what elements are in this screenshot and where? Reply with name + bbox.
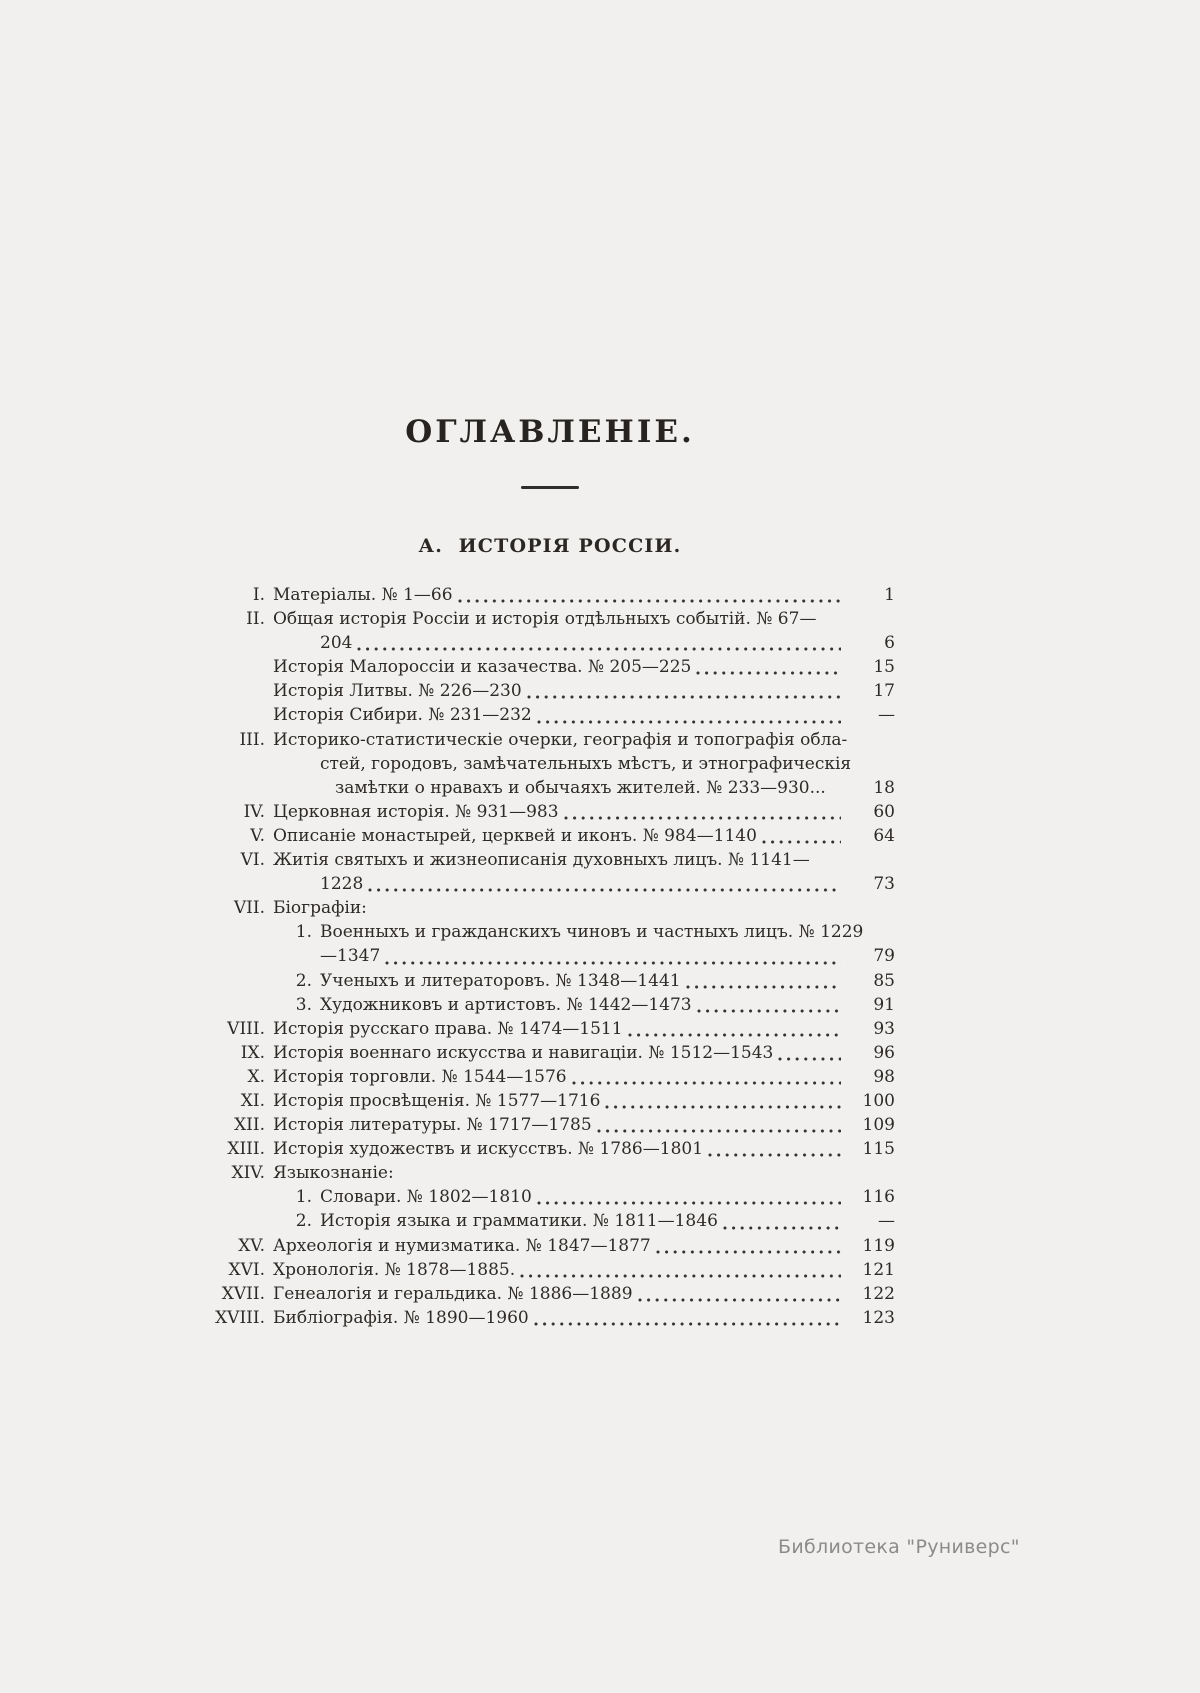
toc-row — [205, 1282, 895, 1306]
toc-row-title: Исторія военнаго искусства и навигаціи. № 1512—1543 — [273, 1042, 774, 1063]
toc-row — [205, 848, 895, 872]
toc-row-numeral: 1. — [295, 922, 312, 943]
dot-leader — [605, 1105, 841, 1109]
toc-row-numeral: V. — [250, 825, 265, 846]
toc-row — [205, 655, 895, 679]
toc-row-numeral: 2. — [295, 1211, 312, 1232]
toc-row — [205, 1041, 895, 1065]
toc-row-numeral: 2. — [295, 970, 312, 991]
toc-row-title: Историко-статистическіе очерки, географія и топографія обла- — [273, 729, 848, 750]
toc-row-page: 18 — [873, 777, 895, 798]
toc-row-page: 73 — [873, 874, 895, 895]
toc-row — [205, 920, 895, 944]
toc-row-title: Археологія и нумизматика. № 1847—1877 — [273, 1235, 651, 1256]
toc-row-numeral: II. — [246, 609, 265, 630]
toc-row-title: Исторія Сибири. № 231—232 — [273, 705, 532, 726]
toc-row — [205, 1209, 895, 1233]
dot-leader — [572, 1081, 841, 1085]
toc-row — [205, 1113, 895, 1137]
toc-row — [205, 607, 895, 631]
toc-row-page: 1 — [884, 585, 895, 605]
toc-row-page: 121 — [862, 1259, 895, 1280]
toc-row-title: Военныхъ и гражданскихъ чиновъ и частныхъ лицъ. № 1229 — [320, 922, 864, 943]
toc-row-numeral: VIII. — [227, 1018, 265, 1039]
toc-row-page: 115 — [862, 1139, 895, 1160]
dot-leader — [708, 1153, 841, 1157]
toc-row-page: 91 — [873, 994, 895, 1015]
dot-leader — [597, 1129, 841, 1133]
dot-leader — [534, 1322, 841, 1326]
page-content — [205, 0, 895, 1330]
toc-row-page: 6 — [884, 633, 895, 654]
toc-row — [205, 993, 895, 1017]
toc-row-title: Исторія просвѣщенія. № 1577—1716 — [273, 1090, 601, 1111]
toc-row-numeral: XVI. — [228, 1259, 265, 1280]
toc-row-page: 100 — [862, 1090, 895, 1111]
dot-leader — [762, 840, 841, 844]
toc-row — [205, 1234, 895, 1258]
dot-leader — [697, 1009, 841, 1013]
toc-row-numeral: XV. — [238, 1235, 265, 1256]
toc-row — [205, 896, 895, 920]
toc-row-page: 119 — [862, 1235, 895, 1256]
toc-row-title: Матеріалы. № 1—66 — [273, 585, 453, 605]
dot-leader — [723, 1226, 841, 1230]
dot-leader — [368, 888, 841, 892]
toc-row — [205, 679, 895, 703]
toc-row-numeral: III. — [239, 729, 265, 750]
toc-row-title: Общая исторія Россіи и исторія отдѣльныхъ событій. № 67— — [273, 609, 817, 630]
toc-row-numeral: XVIII. — [215, 1307, 265, 1328]
toc-row — [205, 1185, 895, 1209]
toc-row-page: 123 — [862, 1307, 895, 1328]
toc-row-page: — — [878, 1211, 895, 1232]
toc-row-page: — — [878, 705, 895, 726]
toc-row-title: Словари. № 1802—1810 — [320, 1187, 532, 1208]
toc-row-numeral: IX. — [240, 1042, 265, 1063]
toc-row — [205, 752, 895, 776]
toc-row-numeral: IV. — [243, 801, 265, 822]
dot-leader — [357, 647, 841, 651]
toc-row-title: 1228 — [320, 874, 364, 895]
toc-row-numeral: XI. — [240, 1090, 265, 1111]
toc-row-title: Церковная исторія. № 931—983 — [273, 801, 559, 822]
toc-row-title: Хронологія. № 1878—1885. — [273, 1259, 516, 1280]
toc-row — [205, 800, 895, 824]
toc-row-numeral: 1. — [295, 1187, 312, 1208]
toc-row-page: 79 — [873, 946, 895, 967]
toc-row-title: Языкознаніе: — [273, 1163, 394, 1184]
dot-leader — [385, 961, 841, 965]
toc-row-title: Біографіи: — [273, 898, 367, 919]
toc-list — [205, 583, 895, 1330]
dot-leader — [638, 1298, 841, 1302]
toc-row-title: Исторія Литвы. № 226—230 — [273, 681, 522, 702]
toc-row-numeral: VI. — [240, 850, 265, 871]
toc-row — [205, 1306, 895, 1330]
toc-row-page: 96 — [873, 1042, 895, 1063]
dot-leader — [656, 1250, 841, 1254]
toc-row-page: 17 — [873, 681, 895, 702]
dot-leader — [537, 720, 841, 724]
toc-row-numeral: 3. — [295, 994, 312, 1015]
toc-row — [205, 969, 895, 993]
toc-row-title: Исторія торговли. № 1544—1576 — [273, 1066, 567, 1087]
dot-leader — [696, 671, 841, 675]
dot-leader — [628, 1033, 841, 1037]
toc-row-page: 93 — [873, 1018, 895, 1039]
toc-row-title: Библіографія. № 1890—1960 — [273, 1307, 529, 1328]
toc-row — [205, 1258, 895, 1282]
toc-row-numeral: X. — [247, 1066, 265, 1087]
toc-row — [205, 776, 895, 800]
toc-row — [205, 728, 895, 752]
toc-row — [205, 1137, 895, 1161]
toc-row-title: Житія святыхъ и жизнеописанія духовныхъ лицъ. № 1141— — [273, 850, 810, 871]
section-heading: А. ИСТОРІЯ РОССІИ. — [418, 535, 682, 557]
toc-row-page: 64 — [873, 825, 895, 846]
watermark: Библиотека "Руниверс" — [778, 1536, 1020, 1558]
toc-row-numeral: XVII. — [221, 1283, 265, 1304]
toc-row-numeral: VII. — [233, 898, 265, 919]
toc-row-numeral: XIV. — [231, 1163, 265, 1184]
dot-leader — [520, 1274, 841, 1278]
title-divider — [521, 486, 579, 489]
toc-row-title: Художниковъ и артистовъ. № 1442—1473 — [320, 994, 692, 1015]
toc-row-title: замѣтки о нравахъ и обычаяхъ жителей. № 233—930... — [335, 777, 826, 798]
page-title: ОГЛАВЛЕНІЕ. — [405, 414, 695, 450]
toc-row-title: Генеалогія и геральдика. № 1886—1889 — [273, 1283, 633, 1304]
dot-leader — [778, 1057, 841, 1061]
toc-row-title: Ученыхъ и литераторовъ. № 1348—1441 — [320, 970, 681, 991]
toc-row-title: Исторія Малороссіи и казачества. № 205—225 — [273, 657, 692, 678]
toc-row — [205, 1017, 895, 1041]
toc-row-title: стей, городовъ, замѣчательныхъ мѣстъ, и этнографическія — [320, 753, 852, 774]
toc-row — [205, 1161, 895, 1185]
toc-row-title: Описаніе монастырей, церквей и иконъ. № 984—1140 — [273, 825, 757, 846]
toc-row-title: Исторія художествъ и искусствъ. № 1786—1801 — [273, 1139, 704, 1160]
toc-row — [205, 944, 895, 968]
dot-leader — [537, 1201, 841, 1205]
toc-row — [205, 824, 895, 848]
toc-row-page: 60 — [873, 801, 895, 822]
dot-leader — [458, 599, 841, 603]
toc-row-page: 116 — [862, 1187, 895, 1208]
toc-row — [205, 631, 895, 655]
toc-row-title: Исторія литературы. № 1717—1785 — [273, 1115, 592, 1136]
toc-row-title: Исторія русскаго права. № 1474—1511 — [273, 1018, 623, 1039]
dot-leader — [527, 695, 841, 699]
toc-row-title: Исторія языка и грамматики. № 1811—1846 — [320, 1211, 718, 1232]
dot-leader — [686, 985, 841, 989]
toc-row-page: 98 — [873, 1066, 895, 1087]
dot-leader — [564, 816, 841, 820]
toc-row-numeral: I. — [252, 585, 265, 605]
toc-row — [205, 1065, 895, 1089]
toc-row — [205, 583, 895, 607]
toc-row-page: 85 — [873, 970, 895, 991]
toc-row-title: —1347 — [320, 946, 381, 967]
toc-row-page: 122 — [862, 1283, 895, 1304]
toc-row — [205, 1089, 895, 1113]
toc-row — [205, 872, 895, 896]
toc-row-title: 204 — [320, 633, 353, 654]
toc-row-page: 109 — [862, 1115, 895, 1136]
toc-row-numeral: XIII. — [227, 1139, 265, 1160]
toc-row-numeral: XII. — [234, 1115, 265, 1136]
toc-row — [205, 703, 895, 727]
toc-row-page: 15 — [873, 657, 895, 678]
